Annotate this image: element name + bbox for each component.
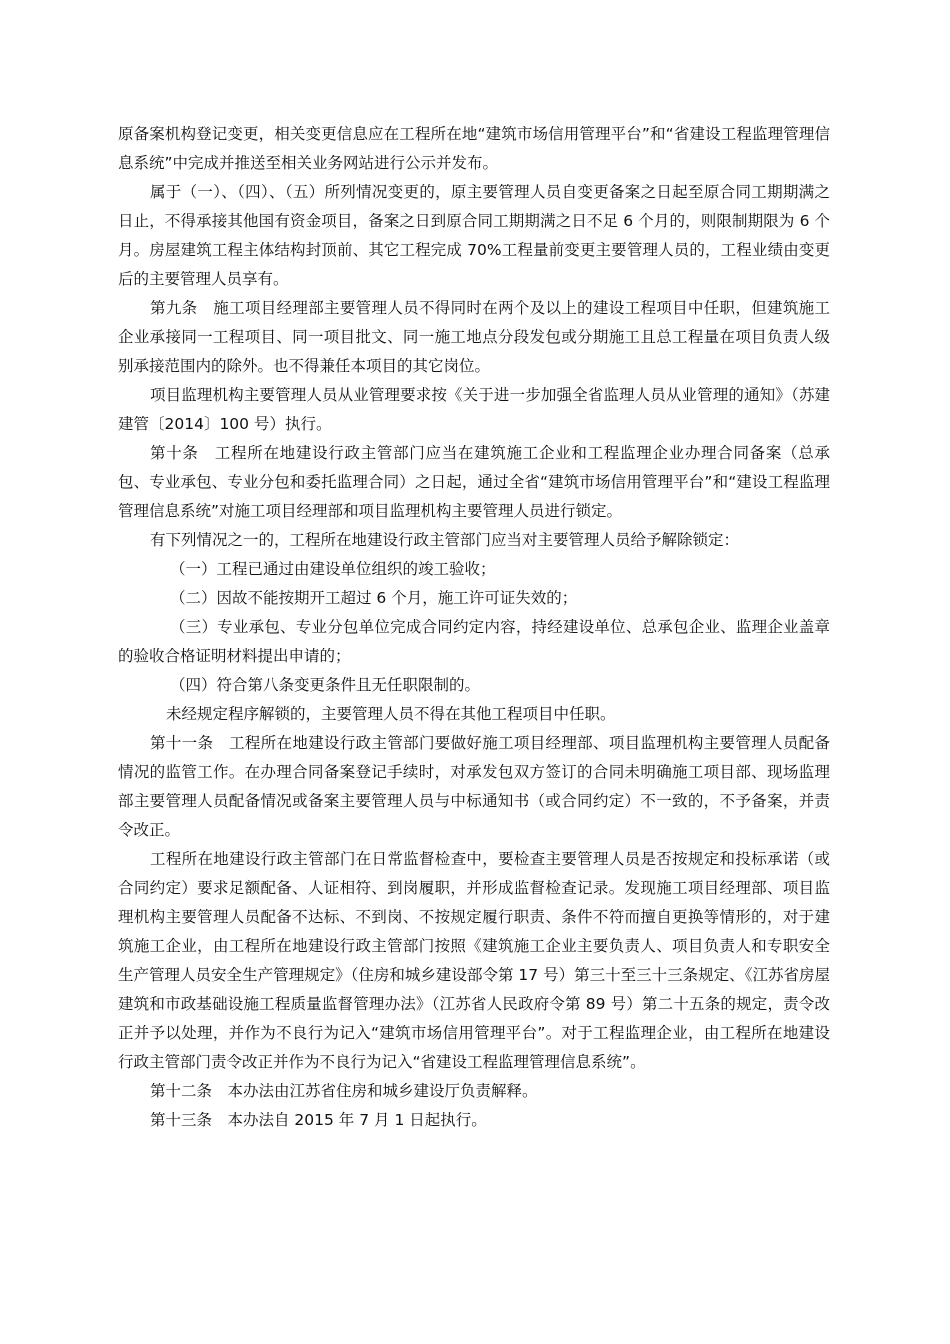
paragraph-continuation: 原备案机构登记变更，相关变更信息应在工程所在地“建筑市场信用管理平台”和“省建设工程监理管理信息系统”中完成并推送至相关业务网站进行公示并发布。 — [118, 125, 830, 172]
paragraph-inspection: 工程所在地建设行政主管部门在日常监督检查中，要检查主要管理人员是否按规定和投标承诺（或合同约定）要求足额配备、人证相符、到岗履职，并形成监督检查记录。发现施工项目经理部、项目监理机构主要管理人员配备不达标、不到岗、不按规定履行职责、条件不符而擅自更换等情形的，对于建筑施工企业，由工程所在地建设行政主管部门按照《建筑施工企业主要负责人、项目负责人和专职安全生产管理人员安全生产管理规定》（住房和城乡建设部令第 17 号）第三十至三十三条规定、《江苏省房屋建筑和市政基础设施工程质量监督管理办法》（江苏省人民政府令第 89 号）第二十五条的规定，责令改正并予以处理，并作为不良行为记入“建筑市场信用管理平台”。对于工程监理企业，由工程所在地建设行政主管部门责令改正并作为不良行为记入“省建设工程监理管理信息系统”。 — [118, 850, 830, 1071]
unlock-item-1: （一）工程已通过由建设单位组织的竣工验收； — [170, 560, 496, 578]
unlock-item-4: （四）符合第八条变更条件且无任职限制的。 — [170, 676, 481, 694]
paragraph-supervision-staff: 项目监理机构主要管理人员从业管理要求按《关于进一步加强全省监理人员从业管理的通知》（苏建建管〔2014〕100 号）执行。 — [118, 386, 830, 433]
article-9: 第九条 施工项目经理部主要管理人员不得同时在两个及以上的建设工程项目中任职，但建筑施工企业承接同一工程项目、同一项目批文、同一施工地点分段发包或分期施工且总工程量在项目负责人级别承接范围内的除外。也不得兼任本项目的其它岗位。 — [118, 299, 830, 375]
article-13: 第十三条 本办法自 2015 年 7 月 1 日起执行。 — [150, 1111, 487, 1129]
article-10: 第十条 工程所在地建设行政主管部门应当在建筑施工企业和工程监理企业办理合同备案（总承包、专业承包、专业分包和委托监理合同）之日起，通过全省“建筑市场信用管理平台”和“建设工程监理管理信息系统”对施工项目经理部和项目监理机构主要管理人员进行锁定。 — [118, 444, 830, 520]
document-page — [118, 120, 830, 1135]
paragraph-unlock-conditions: 有下列情况之一的，工程所在地建设行政主管部门应当对主要管理人员给予解除锁定： — [150, 531, 740, 549]
unlock-item-3: （三）专业承包、专业分包单位完成合同约定内容，持经建设单位、总承包企业、监理企业盖章的验收合格证明材料提出申请的； — [118, 618, 830, 665]
article-11: 第十一条 工程所在地建设行政主管部门要做好施工项目经理部、项目监理机构主要管理人员配备情况的监管工作。在办理合同备案登记手续时，对承发包双方签订的合同未明确施工项目部、现场监理部主要管理人员配备情况或备案主要管理人员与中标通知书（或合同约定）不一致的，不予备案，并责令改正。 — [118, 734, 830, 839]
paragraph-change-restriction: 属于（一）、（四）、（五）所列情况变更的，原主要管理人员自变更备案之日起至原合同工期期满之日止，不得承接其他国有资金项目，备案之日到原合同工期期满之日不足 6 个月的，则限制期限为 6 个月。房屋建筑工程主体结构封顶前、其它工程完成 70%工程量前变更主要管理人员的，工程业绩由变更后的主要管理人员享有。 — [118, 183, 830, 288]
unlock-item-2: （二）因故不能按期开工超过 6 个月，施工许可证失效的； — [170, 589, 578, 607]
article-12: 第十二条 本办法由江苏省住房和城乡建设厅负责解释。 — [150, 1082, 538, 1100]
paragraph-unlock-note: 未经规定程序解锁的，主要管理人员不得在其他工程项目中任职。 — [166, 705, 616, 723]
